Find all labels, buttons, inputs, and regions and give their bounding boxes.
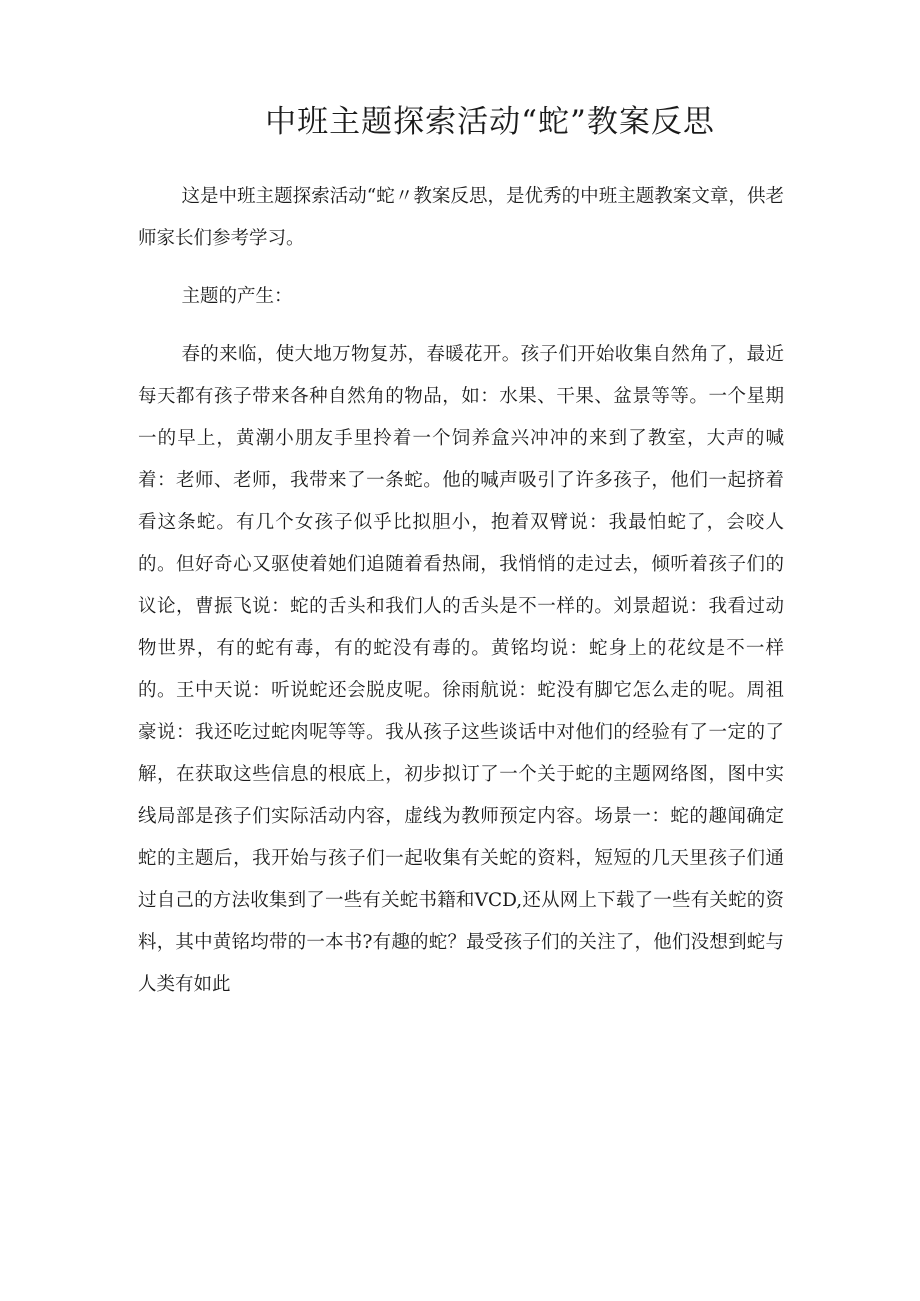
document-body <box>138 176 784 1022</box>
intro-paragraph: 这是中班主题探索活动“蛇〃教案反思，是优秀的中班主题教案文章，供老师家长们参考学习。 <box>138 186 784 249</box>
section-heading: 主题的产生： <box>181 286 293 307</box>
body-paragraph: 春的来临，使大地万物复苏，春暖花开。孩子们开始收集自然角了，最近每天都有孩子带来各种自然角的物品，如：水果、干果、盆景等等。一个星期一的早上，黄潮小朋友手里拎着一个饲养盒兴冲冲的来到了教室，大声的喊着：老师、老师，我带来了一条蛇。他的喊声吸引了许多孩子，他们一起挤着看这条蛇。有几个女孩子似乎比拟胆小，抱着双臂说：我最怕蛇了，会咬人的。但好奇心又驱使着她们追随着看热闹，我悄悄的走过去，倾听着孩子们的议论，曹振飞说：蛇的舌头和我们人的舌头是不一样的。刘景超说：我看过动物世界，有的蛇有毒，有的蛇没有毒的。黄铭均说：蛇身上的花纹是不一样的。王中天说：听说蛇还会脱皮呢。徐雨航说：蛇没有脚它怎么走的呢。周祖豪说：我还吃过蛇肉呢等等。我从孩子这些谈话中对他们的经验有了一定的了解，在获取这些信息的根底上，初步拟订了一个关于蛇的主题网络图，图中实线局部是孩子们实际活动内容，虚线为教师预定内容。场景一：蛇的趣闻确定蛇的主题后，我开始与孩子们一起收集有关蛇的资料，短短的几天里孩子们通过自己的方法收集到了一些有关蛇书籍和VCD,还从网上下载了一些有关蛇的资料，其中黄铭均带的一本书?有趣的蛇？最受孩子们的关注了，他们没想到蛇与人类有如此 <box>138 344 784 995</box>
document-title: 中班主题探索活动“蛇”教案反思 <box>265 104 715 140</box>
